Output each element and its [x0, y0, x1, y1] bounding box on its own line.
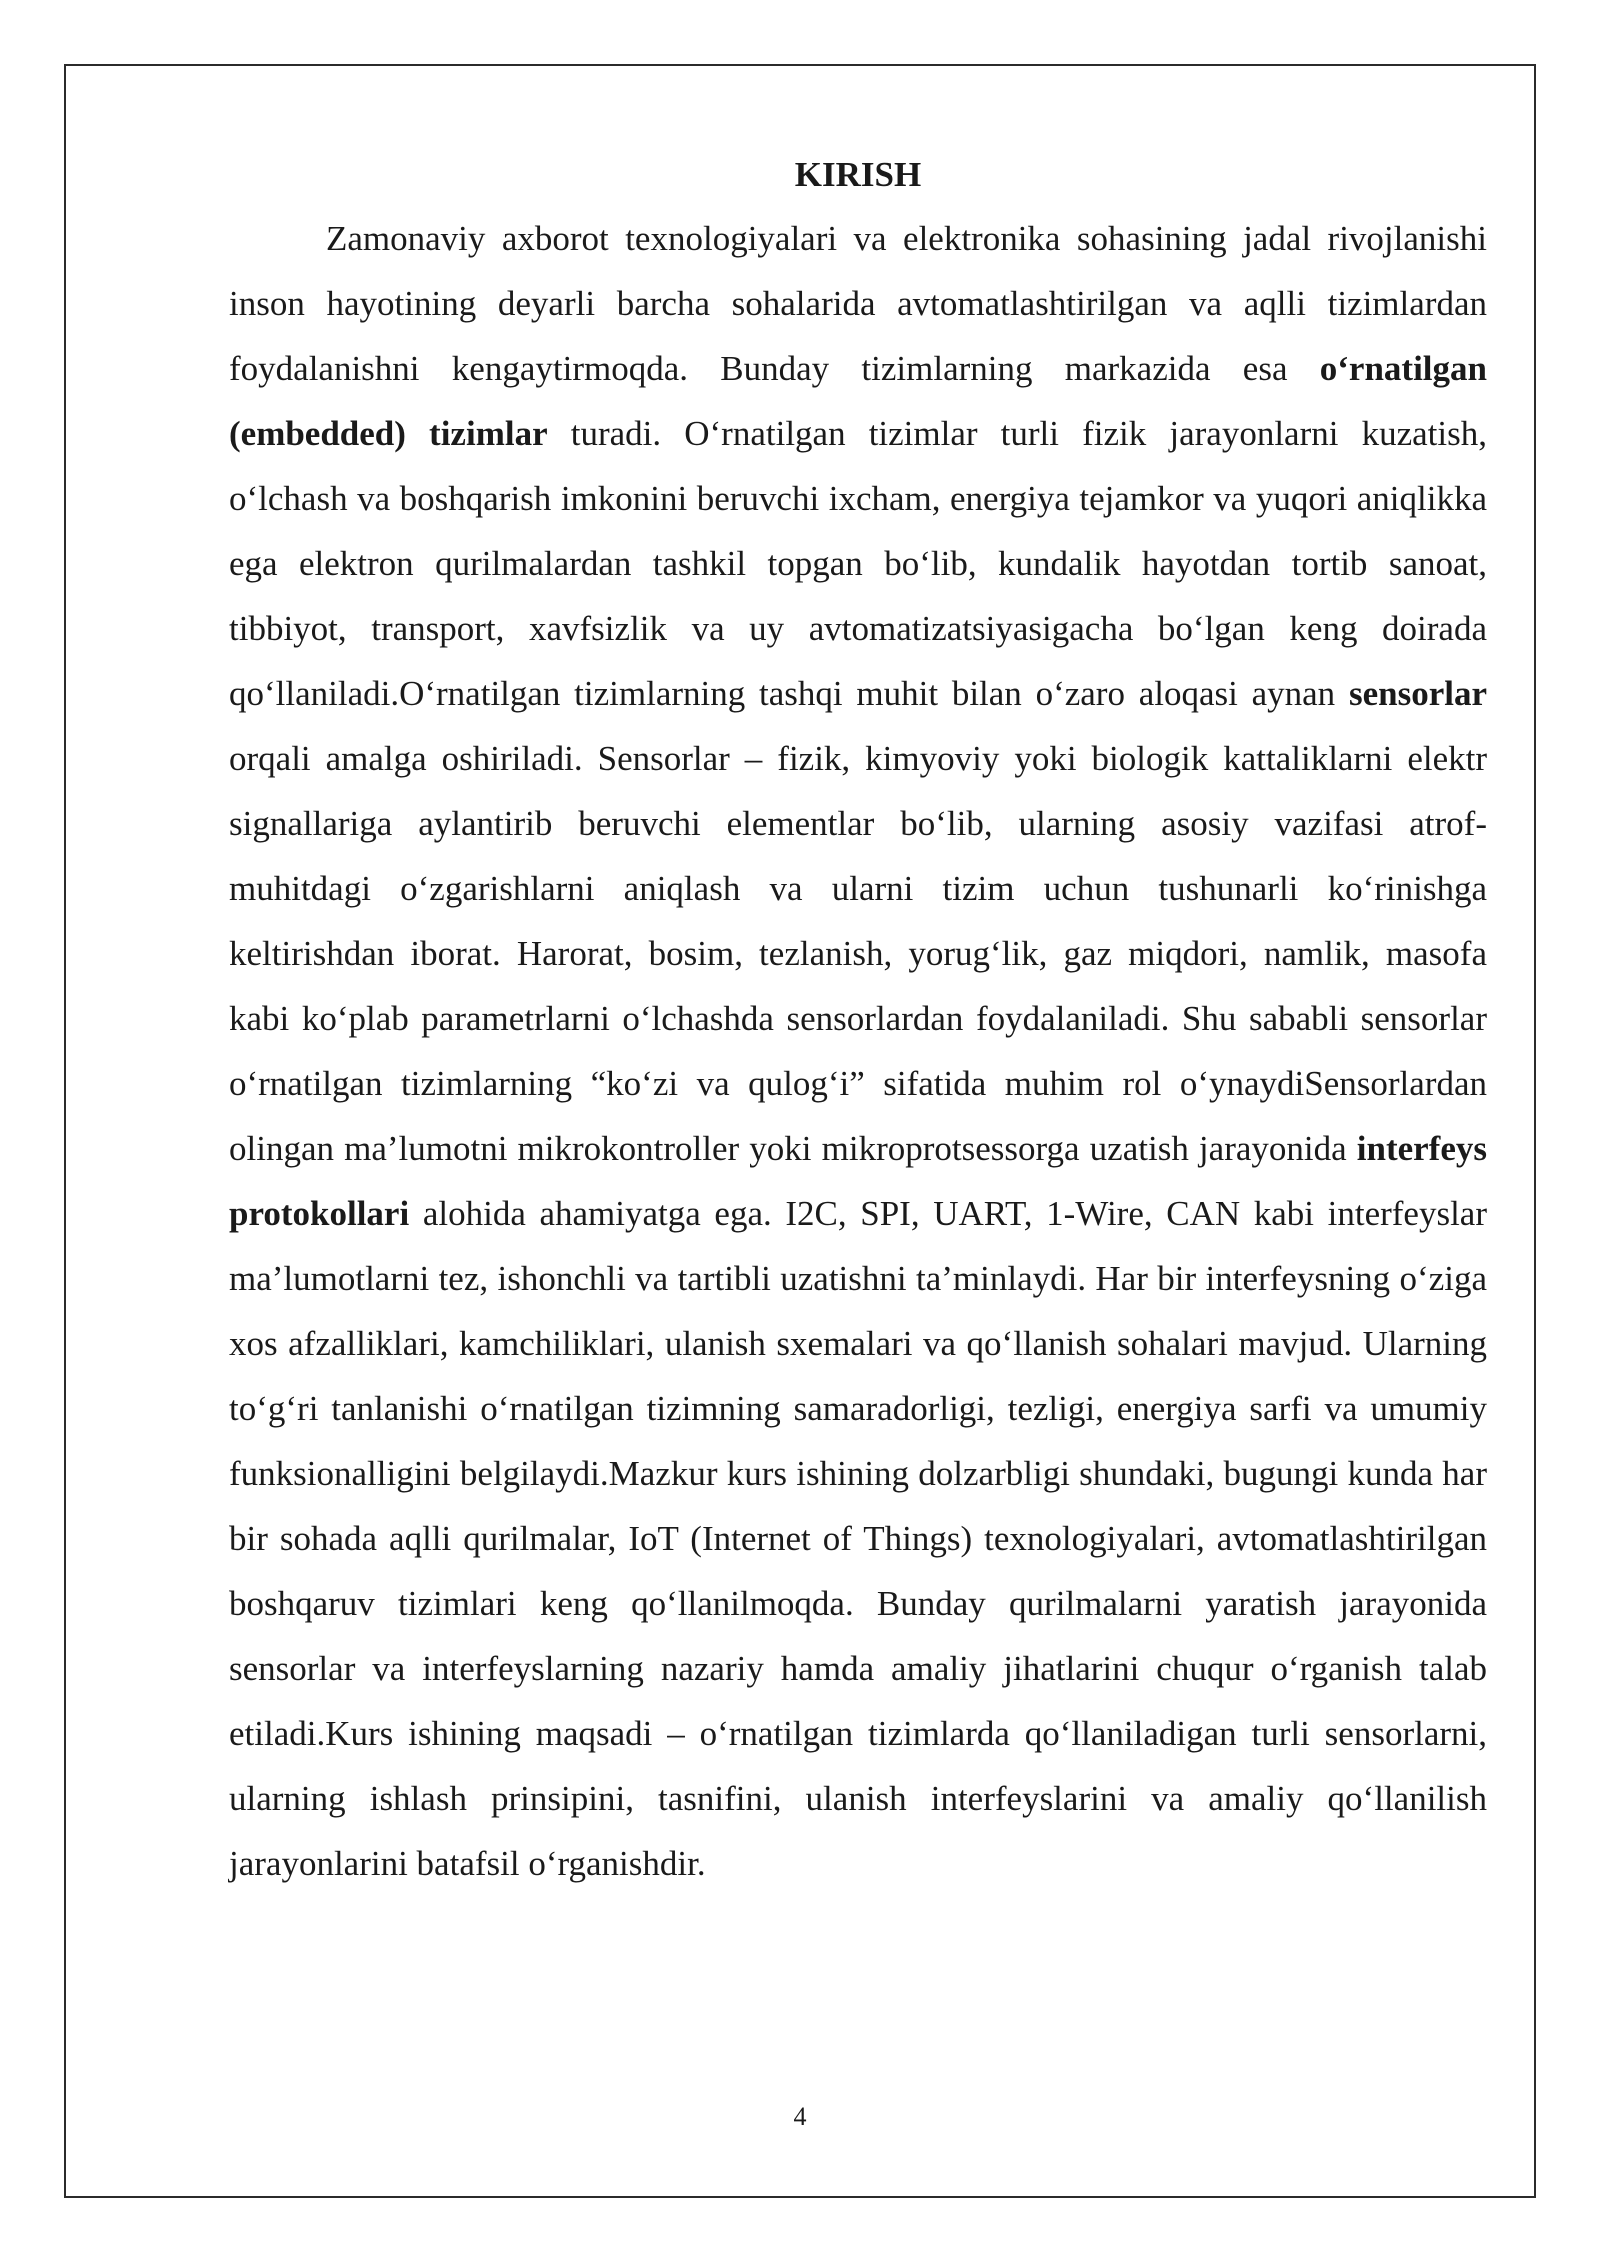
body-paragraph: [229, 206, 1487, 1896]
paragraph-text-3: orqali amalga oshiriladi. Sensorlar – fizik, kimyoviy yoki biologik kattaliklarni elektr signallariga aylantirib beruvchi elementlar bo‘lib, ularning asosiy vazifasi atrof-muhitdagi o‘zgarishlarni aniqlash va ularni tizim uchun tushunarli ko‘rinishga keltirishdan iborat. Harorat, bosim, tezlanish, yorug‘lik, gaz miqdori, namlik, masofa kabi ko‘plab parametrlarni o‘lchashda sensorlardan foydalaniladi. Shu sababli sensorlar o‘rnatilgan tizimlarning “ko‘zi va qulog‘i” sifatida muhim rol o‘ynaydiSensorlardan olingan ma’lumotni mikrokontroller yoki mikroprotsessorga uzatish jarayonida: [229, 739, 1487, 1168]
bold-term-sensors: sensorlar: [1348, 674, 1487, 713]
page-number: 4: [793, 2102, 807, 2131]
bold-term-interface-protocols: interfeys protokollari: [229, 1129, 1487, 1233]
page-content: [229, 148, 1487, 1896]
bold-term-embedded-systems: o‘rnatilgan (embedded) tizimlar: [229, 349, 1487, 453]
section-heading: KIRISH: [794, 155, 922, 194]
paragraph-text-2: turadi. O‘rnatilgan tizimlar turli fizik jarayonlarni kuzatish, o‘lchash va boshqarish imkonini beruvchi ixcham, energiya tejamkor va yuqori aniqlikka ega elektron qurilmalardan tashkil topgan bo‘lib, kundalik hayotdan tortib sanoat, tibbiyot, transport, xavfsizlik va uy avtomatizatsiyasigacha bo‘lgan keng doirada qo‘llaniladi.O‘rnatilgan tizimlarning tashqi muhit bilan o‘zaro aloqasi aynan: [229, 414, 1487, 713]
paragraph-text-4: alohida ahamiyatga ega. I2C, SPI, UART, 1-Wire, CAN kabi interfeyslar ma’lumotlarni tez, ishonchli va tartibli uzatishni ta’minlaydi. Har bir interfeysning o‘ziga xos afzalliklari, kamchiliklari, ulanish sxemalari va qo‘llanish sohalari mavjud. Ularning to‘g‘ri tanlanishi o‘rnatilgan tizimning samaradorligi, tezligi, energiya sarfi va umumiy funksionalligini belgilaydi.Mazkur kurs ishining dolzarbligi shundaki, bugungi kunda har bir sohada aqlli qurilmalar, IoT (Internet of Things) texnologiyalari, avtomatlashtirilgan boshqaruv tizimlari keng qo‘llanilmoqda. Bunday qurilmalarni yaratish jarayonida sensorlar va interfeyslarning nazariy hamda amaliy jihatlarini chuqur o‘rganish talab etiladi.Kurs ishining maqsadi – o‘rnatilgan tizimlarda qo‘llaniladigan turli sensorlarni, ularning ishlash prinsipini, tasnifini, ulanish interfeyslarini va amaliy qo‘llanilish jarayonlarini batafsil o‘rganishdir.: [229, 1194, 1487, 1883]
paragraph-text-1: Zamonaviy axborot texnologiyalari va elektronika sohasining jadal rivojlanishi inson hayotining deyarli barcha sohalarida avtomatlashtirilgan va aqlli tizimlardan foydalanishni kengaytirmoqda. Bunday tizimlarning markazida esa: [229, 219, 1487, 388]
